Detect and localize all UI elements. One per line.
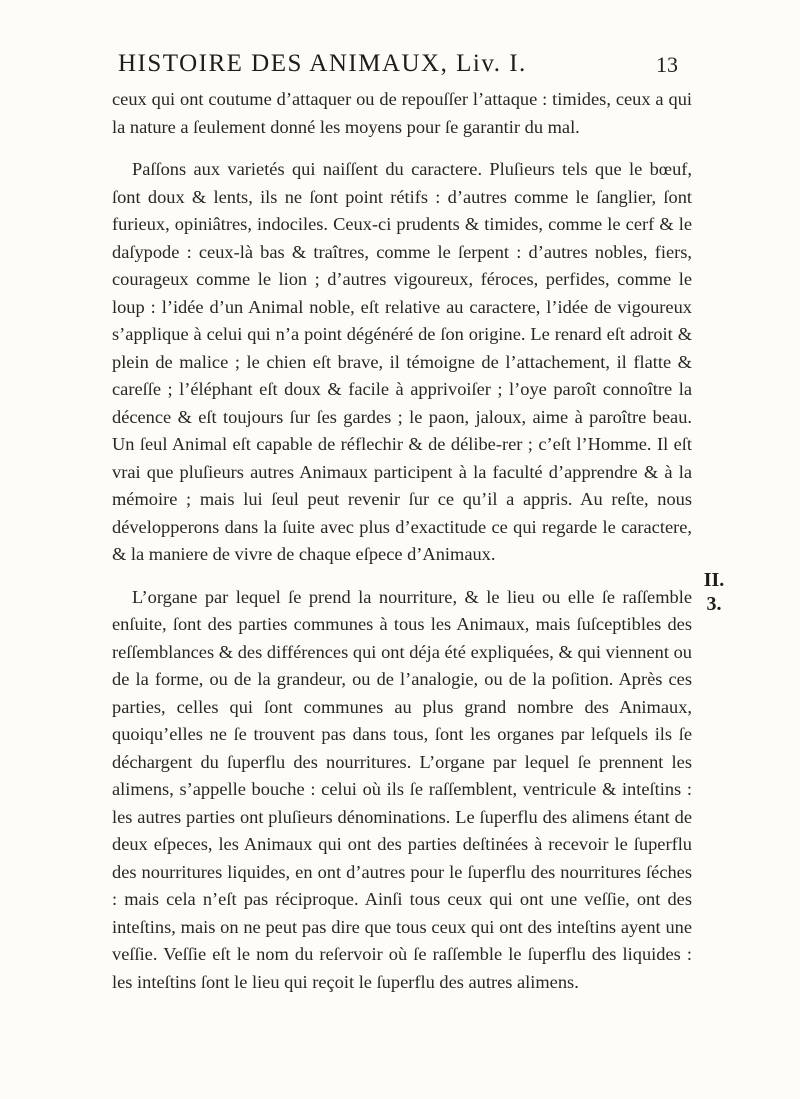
body-text — [112, 86, 692, 996]
paragraph-organs: L’organe par lequel ſe prend la nourriture, & le lieu ou elle ſe raſſemble enſuite, ſont des parties communes à tous les Animaux, mais ſuſceptibles des reſſemblances & des différences qui ont déja été expliquées, & qui viennent ou de la forme, ou de la grandeur, ou de l’analogie, ou de la poſition. Après ces parties, celles qui ſont communes au plus grand nombre des Animaux, quoiqu’elles ne ſe trouvent pas dans tous, ſont les organes par leſquels ils ſe déchargent du ſuperflu des nourritures. L’organe par lequel ſe prennent les alimens, s’appelle bouche : celui où ils ſe raſſemblent, ventricule & inteſtins : les autres parties ont pluſieurs dénominations. Le ſuperflu des alimens étant de deux eſpeces, les Animaux qui ont des parties deſtinées à recevoir le ſuperflu des nourritures liquides, en ont d’autres pour le ſuperflu des nourritures ſéches : mais cela n’eſt pas réciproque. Ainſi tous ceux qui ont une veſſie, ont des inteſtins, mais on ne peut pas dire que tous ceux qui ont des inteſtins ayent une veſſie. Veſſie eſt le nom du reſervoir où ſe raſſemble le ſuperflu des liquides : les inteſtins ſont le lieu qui reçoit le ſuperflu des autres alimens. — [112, 586, 692, 992]
margin-note-number: 3. — [706, 593, 722, 615]
page-number: 13 — [656, 52, 678, 77]
paragraph-character: Paſſons aux varietés qui naiſſent du caractere. Pluſieurs tels que le bœuf, ſont doux & lents, ils ne ſont point rétifs : d’autres comme le ſanglier, ſont furieux, opiniâtres, indociles. Ceux-ci prudents & timides, comme le cerf & le daſypode : ceux-là bas & traîtres, comme le ſerpent : d’autres nobles, fiers, courageux comme le lion ; d’autres vigoureux, féroces, perfides, comme le loup : l’idée d’un Animal noble, eſt relative au caractere, l’idée de vigoureux s’applique à celui qui n’a point dégénéré de ſon origine. Le renard eſt adroit & plein de malice ; le chien eſt brave, il témoigne de l’attachement, il flatte & careſſe ; l’éléphant eſt doux & facile à apprivoiſer ; l’oye paroît connoître la décence & eſt toujours ſur ſes gardes ; le paon, jaloux, aime à paroître beau. Un ſeul Animal eſt capable de réflechir & de délibe-rer ; c’eſt l’Homme. Il eſt vrai que pluſieurs autres Animaux participent à la faculté d’apprendre & à la mémoire ; mais lui ſeul peut revenir ſur ce qu’il a appris. Au reſte, nous développerons dans la ſuite avec plus d’exactitude ce qui regarde le caractere, & la maniere de vivre de chaque eſpece d’Animaux. — [112, 159, 692, 564]
page-header — [118, 50, 678, 90]
running-head: HISTOIRE DES ANIMAUX, Liv. I. — [118, 50, 527, 77]
margin-note-section: II. — [703, 569, 725, 591]
paragraph-continuation: ceux qui ont coutume d’attaquer ou de repouſſer l’attaque : timides, ceux a qui la nature a ſeulement donné les moyens pour ſe garantir du mal. — [112, 89, 692, 137]
